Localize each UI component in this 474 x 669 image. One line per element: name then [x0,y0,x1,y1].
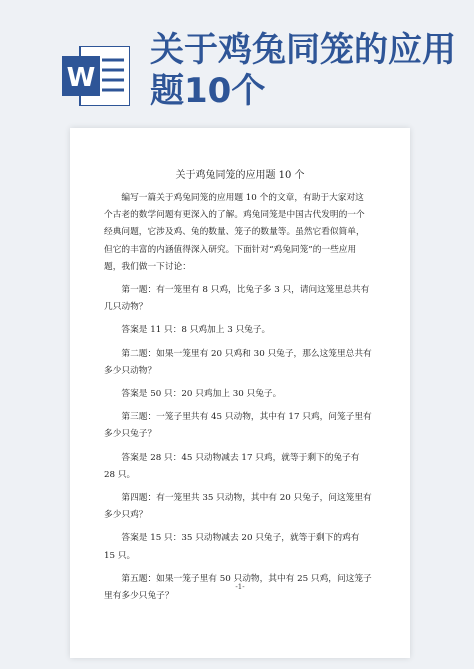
page-number: -1- [235,583,245,591]
paragraph-q3: 第三题：一笼子里共有 45 只动物，其中有 17 只鸡，问笼子里有多少只兔子？ [104,412,372,440]
document-page [70,128,410,658]
paragraph-q1: 第一题：有一笼里有 8 只鸡，比兔子多 3 只，请问这笼里总共有几只动物？ [104,285,370,313]
document-title: 关于鸡兔同笼的应用题 10 个 [175,170,305,181]
paragraph-a3: 答案是 28 只：45 只动物减去 17 只鸡，就等于剩下的兔子有 28 只。 [104,452,360,480]
paragraph-a1: 答案是 11 只：8 只鸡加上 3 只兔子。 [121,325,271,336]
paragraph-a4: 答案是 15 只：35 只动物减去 20 只兔子，就等于剩下的鸡有 15 只。 [104,533,360,561]
word-document-icon [62,46,130,106]
document-body [104,190,372,611]
paragraph-q5: 第五题：如果一笼子里有 50 只动物，其中有 25 只鸡，问这笼子里有多少只兔子？ [104,573,372,602]
paragraph-intro: 编写一篇关于鸡兔同笼的应用题 10 个的文章，有助于大家对这个古老的数学问题有更深入的了解。鸡兔同笼是中国古代发明的一个经典问题，它涉及鸡、兔的数量、笼子的数量等。虽然它看似简单，但它的丰富的内涵值得深入研究。下面针对“鸡兔同笼”的一些应用题，我们做一下讨论： [104,193,365,272]
paragraph-q4: 第四题：有一笼里共 35 只动物，其中有 20 只兔子，问这笼里有多少只鸡？ [104,493,372,521]
paragraph-a2: 答案是 50 只：20 只鸡加上 30 只兔子。 [121,389,282,400]
svg-text:W: W [66,63,96,93]
page-title: 关于鸡兔同笼的应用题10个 [150,30,456,111]
header-banner [0,0,474,125]
paragraph-q2: 第二题：如果一笼里有 20 只鸡和 30 只兔子，那么这笼里总共有多少只动物？ [104,348,372,376]
